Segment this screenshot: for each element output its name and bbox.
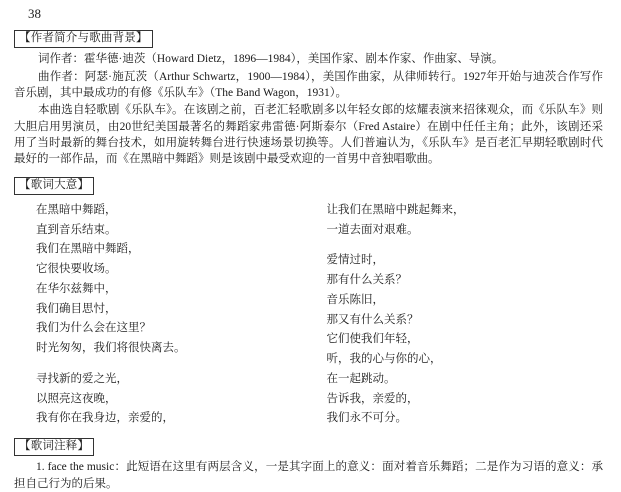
lyric-line: 爱情过时， [326,254,384,267]
lyrics-column-right [309,201,604,429]
lyric-line: 我们在黑暗中舞蹈， [36,243,140,256]
lyric-line: 那又有什么关系？ [326,313,419,326]
section-heading-notes: 【歌词注释】 [14,438,94,456]
lyric-line: 音乐陈旧， [326,293,384,306]
lyric-line: 寻找新的爱之光， [36,372,128,385]
intro-paragraph-1: 词作者：霍华德·迪茨（Howard Dietz，1896—1984），美国作家、剧本作家、作曲家、导演。 [38,53,504,66]
page-number: 38 [28,6,41,21]
section-lyrics [14,175,603,430]
lyric-line: 让我们在黑暗中跳起舞来， [326,203,465,216]
lyric-line: 它很快要收场。 [36,263,117,276]
lyric-line: 它们使我们年轻， [326,333,419,346]
lyrics-columns [14,201,603,429]
lyric-line: 我们永不可分。 [326,412,407,425]
section-notes [14,436,603,492]
lyric-line: 告诉我，亲爱的， [326,392,419,405]
lyric-line-spacer [36,359,309,370]
lyric-line: 我们确目思忖， [36,302,117,315]
section-heading-intro: 【作者简介与歌曲背景】 [14,30,153,48]
lyric-line: 在一起跳动。 [326,372,396,385]
lyric-line: 一道去面对艰难。 [326,223,419,236]
note-line: 1. face the music：此短语在这里有两层含义，一是其字面上的意义：面对着音乐舞蹈；二是作为习语的意义：承担自己行为的后果。 [14,461,603,490]
lyric-line-spacer [327,240,604,251]
lyric-line: 在黑暗中舞蹈， [36,203,117,216]
lyric-line: 我有你在我身边，亲爱的， [36,412,174,425]
section-heading-lyrics: 【歌词大意】 [14,177,94,195]
lyric-line: 时光匆匆，我们将很快离去。 [36,342,186,355]
lyric-line: 那有什么关系？ [326,274,407,287]
section-intro [14,28,603,168]
lyric-line: 听，我的心与你的心， [326,353,442,366]
lyric-line: 直到音乐结束。 [36,223,117,236]
lyric-line: 我们为什么会在这里？ [36,322,151,335]
lyric-line: 在华尔兹舞中， [36,282,117,295]
lyrics-column-left [14,201,309,429]
lyric-line: 以照亮这夜晚， [36,392,117,405]
intro-paragraph-3: 本曲选自轻歌剧《乐队车》。在该剧之前，百老汇轻歌剧多以年轻女郎的炫耀表演来招徕观众，而《乐队车》则大胆启用男演员，由20世纪美国最著名的舞蹈家弗雷德·阿斯泰尔（Fred Astaire）在剧中任任主角；此外，该剧还采用了当时最新的舞台技术，如用旋转舞台进行快速场景切换等。人们普遍认为，《乐队车》是百老汇早期轻歌剧时代最好的一部作品，而《在黑暗中舞蹈》则是该剧中最受欢迎的一首男中音独唱歌曲。 [14,104,603,166]
intro-paragraph-2: 曲作者：阿瑟·施瓦茨（Arthur Schwartz，1900—1984），美国作曲家，从律师转行。1927年开始与迪茨合作写作音乐剧，其中最成功的有修《乐队车》（The Band Wagon，1931）。 [14,70,603,99]
